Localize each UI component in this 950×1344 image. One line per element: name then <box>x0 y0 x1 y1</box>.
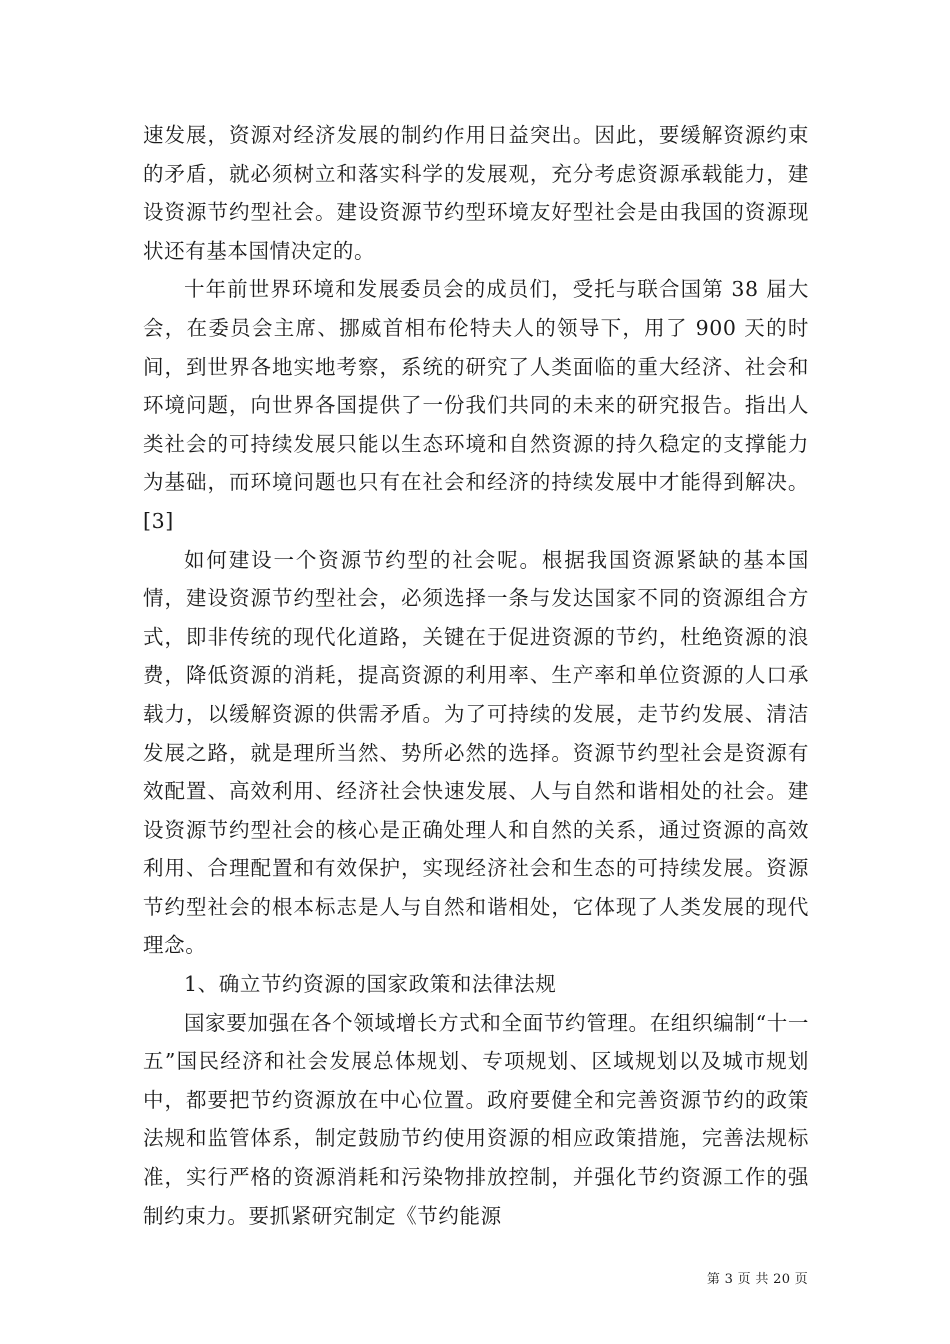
section-heading: 1、确立节约资源的国家政策和法律法规 <box>184 972 557 997</box>
paragraph-national-policy: 国家要加强在各个领域增长方式和全面节约管理。在组织编制“十一五”国民经济和社会发展总体规划、专项规划、区域规划以及城市规划中，都要把节约资源放在中心位置。政府要健全和完善资源节约的政策法规和监管体系，制定鼓励节约使用资源的相应政策措施，完善法规标准，实行严格的资源消耗和污染物排放控制，并强化节约资源工作的强制约束力。要抓紧研究制定《节约能源 <box>143 1010 809 1228</box>
body-text <box>143 116 809 1235</box>
paragraph-resource-saving-society: 如何建设一个资源节约型的社会呢。根据我国资源紧缺的基本国情，建设资源节约型社会，必须选择一条与发达国家不同的资源组合方式，即非传统的现代化道路，关键在于促进资源的节约，杜绝资源的浪费，降低资源的消耗，提高资源的利用率、生产率和单位资源的人口承载力，以缓解资源的供需矛盾。为了可持续的发展，走节约发展、清洁发展之路，就是理所当然、势所必然的选择。资源节约型社会是资源有效配置、高效利用、经济社会快速发展、人与自然和谐相处的社会。建设资源节约型社会的核心是正确处理人和自然的关系，通过资源的高效利用、合理配置和有效保护，实现经济社会和生态的可持续发展。资源节约型社会的根本标志是人与自然和谐相处，它体现了人类发展的现代理念。 <box>143 547 809 958</box>
page-number-footer: 第 3 页 共 20 页 <box>706 1272 808 1287</box>
paragraph-commission-report: 十年前世界环境和发展委员会的成员们，受托与联合国第 38 届大会，在委员会主席、挪威首相布伦特夫人的领导下，用了 900 天的时间，到世界各地实地考察，系统的研究了人类面临的重大经济、社会和环境问题，向世界各国提供了一份我们共同的未来的研究报告。指出人类社会的可持续发展只能以生态环境和自然资源的持久稳定的支撑能力为基础，而环境问题也只有在社会和经济的持续发展中才能得到解决。[3] <box>143 277 809 533</box>
paragraph-continuation: 速发展，资源对经济发展的制约作用日益突出。因此，要缓解资源约束的矛盾，就必须树立和落实科学的发展观，充分考虑资源承载能力，建设资源节约型社会。建设资源节约型环境友好型社会是由我国的资源现状还有基本国情决定的。 <box>143 123 809 263</box>
